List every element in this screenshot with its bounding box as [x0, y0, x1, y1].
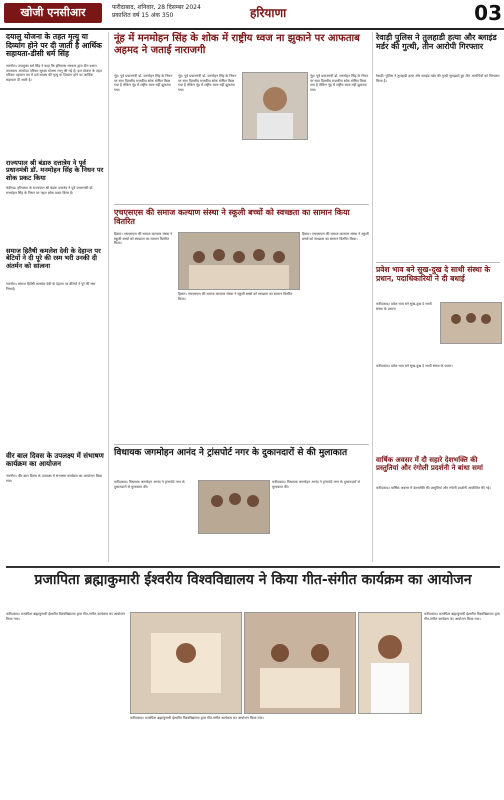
- article-main: नूंह। पूर्व प्रधानमंत्री डॉ. मनमोहन सिंह के निधन पर सात दिवसीय राजकीय शोक घोषित किया गया है लेकिन नूंह में राष्ट्रीय ध्वज नहीं झुकाया गया।: [114, 74, 173, 92]
- portrait-photo-icon: [359, 613, 421, 713]
- main-headline: नूंह में मनमोहन सिंह के शोक में राष्ट्रीय ध्वज ना झुकाने पर आफताब अहमद ने जताई नाराजगी: [114, 33, 360, 56]
- headline-rewari: रेवाड़ी पुलिस ने तुलहाडी हत्या और ब्लाइंड मर्डर की गुत्थी, तीन आरोपी गिरफ्तार: [376, 33, 497, 52]
- photo-pravesh: [440, 302, 502, 344]
- page-number: 03: [474, 1, 502, 25]
- group-photo-icon: [179, 233, 299, 289]
- article-jagmohan-col2: फरीदाबाद। विधायक जगमोहन आनंद ने ट्रांसपोर्ट नगर के दुकानदारों से मुलाकात की।: [272, 480, 360, 489]
- date-line-2: प्रकाशित वर्ष 15 अंक 350: [112, 12, 174, 19]
- article-hss-col3: हिसार। एचएसएस की समाज कल्याण संस्था ने स्कूली बच्चों को स्वच्छता का सामान वितरित किया।: [178, 292, 293, 301]
- article-kamlesh: नारनौल। समाज हितैषी कमलेश देवी के देहान्त पर बेटियों ने पूरे की रस्म निभाई।: [6, 282, 96, 291]
- article-main-col2: नूंह। पूर्व प्रधानमंत्री डॉ. मनमोहन सिंह के निधन पर सात दिवसीय राजकीय शोक घोषित किया गया है लेकिन नूंह में राष्ट्रीय ध्वज नहीं झुकाया गया।: [178, 74, 237, 92]
- section-title: हरियाणा: [250, 6, 287, 20]
- article-main-col3: नूंह। पूर्व प्रधानमंत्री डॉ. मनमोहन सिंह के निधन पर सात दिवसीय राजकीय शोक घोषित किया गया है लेकिन नूंह में राष्ट्रीय ध्वज नहीं झुकाया गया।: [310, 74, 369, 92]
- person-photo-icon: [243, 73, 307, 139]
- article-veer: नारनौल। वीर बाल दिवस के उपलक्ष्य में संभाषण कार्यक्रम का आयोजन किया गया।: [6, 474, 103, 483]
- article-dayalu: नारनौल। उपायुक्त धर्म सिंह ने कहा कि हरियाणा सरकार द्वारा दीन दयाल उपाध्याय अंत्योदय परिवार सुरक्षा योजना लागू की गई है। इस योजना के तहत परिवार पहचान पत्र में दर्ज सदस्य की मृत्यु या दिव्यांग होने पर आर्थिक सहायता दी जाती है।: [6, 64, 102, 82]
- article-jagmohan: फरीदाबाद। विधायक जगमोहन आनंद ने ट्रांसपोर्ट नगर के दुकानदारों से मुलाकात की।: [114, 480, 185, 489]
- article-brahma: फरीदाबाद। प्रजापिता ब्रह्माकुमारी ईश्वरीय विश्वविद्यालय द्वारा गीत-संगीत कार्यक्रम का आयोजन किया गया।: [6, 612, 125, 621]
- article-pravesh: फरीदाबाद। प्रवेश भाव बने सुख-दुख दे साथी संस्था के प्रधान।: [376, 302, 432, 311]
- headline-kamlesh: समाज हितैषी कमलेश देवी के देहान्त पर बेटियों ने दी पूरे की रस्म भरी उनकी दी अंतर्मन को सांत्वना: [6, 247, 101, 270]
- headline-hss: एचएसएस की समाज कल्याण संस्था ने स्कूली बच्चों को स्वच्छता का सामान किया वितरित: [114, 208, 350, 227]
- article-pravesh-col2: फरीदाबाद। प्रवेश भाव बने सुख-दुख दे साथी संस्था के प्रधान।: [376, 364, 453, 368]
- headline-annual: वार्षिक अवसर में दौ सहारे देशभक्ति की प्रस्तुतियां और रंगोली प्रदर्शनी ने बांधा समां: [376, 456, 483, 473]
- article-raj: चंडीगढ़। हरियाणा के राज्यपाल श्री बंडारु दत्तात्रेय ने पूर्व प्रधानमंत्री डॉ. मनमोहन सिंह के निधन पर गहरा शोक प्रकट किया है।: [6, 186, 94, 195]
- article-hss-col2: हिसार। एचएसएस की समाज कल्याण संस्था ने स्कूली बच्चों को स्वच्छता का सामान वितरित किया।: [302, 232, 369, 241]
- masthead: [0, 0, 504, 30]
- column-divider: [372, 32, 373, 562]
- banner-divider: [6, 566, 500, 568]
- headline-pravesh: प्रवेश भाव बने सुख-दुख दे साथी संस्था के प्रधान, पदाधिकारियों ने दी बधाई: [376, 265, 491, 283]
- event-photo-icon: [245, 613, 355, 713]
- headline-veer: वीर बाल दिवस के उपलक्ष्य में संभाषण कार्यक्रम का आयोजन: [6, 452, 104, 469]
- newspaper-logo: खोजी एनसीआर: [4, 3, 102, 23]
- event-photo-icon: [131, 613, 241, 713]
- article-annual: फरीदाबाद। वार्षिक अवसर में देशभक्ति की प्रस्तुतियां और रंगोली प्रदर्शनी आयोजित की गई।: [376, 486, 491, 490]
- article-hss: हिसार। एचएसएस की समाज कल्याण संस्था ने स्कूली बच्चों को स्वच्छता का सामान वितरित किया।: [114, 232, 173, 245]
- divider: [114, 444, 369, 445]
- column-divider: [108, 32, 109, 562]
- headline-dayalu: दयालु योजना के तहत मृत्यु या दिव्यांग होने पर दी जाती है आर्थिक सहायता-डीसी धर्म सिंह: [6, 32, 102, 59]
- group-photo-icon: [199, 481, 269, 533]
- photo-politician: [242, 72, 308, 140]
- photo-students: [178, 232, 300, 290]
- photo-brahma-2: [244, 612, 356, 714]
- article-brahma-col2: फरीदाबाद। प्रजापिता ब्रह्माकुमारी ईश्वरीय विश्वविद्यालय द्वारा गीत-संगीत कार्यक्रम का आयोजन किया गया।: [424, 612, 500, 621]
- article-rewari: रेवाड़ी। पुलिस ने तुलहाडी हत्या और ब्लाइंड मर्डर की गुत्थी सुलझाते हुए तीन आरोपियों को गिरफ्तार किया है।: [376, 74, 500, 83]
- date-line: फरीदाबाद, शनिवार, 28 दिसम्बर 2024: [112, 4, 201, 11]
- banner-headline: प्रजापिता ब्रह्माकुमारी ईश्वरीय विश्वविद्यालय ने किया गीत-संगीत कार्यक्रम का आयोजन: [34, 572, 472, 588]
- article-brahma-col3: फरीदाबाद। प्रजापिता ब्रह्माकुमारी ईश्वरीय विश्वविद्यालय द्वारा गीत-संगीत कार्यक्रम का आयोजन किया गया।: [130, 716, 264, 720]
- divider: [376, 262, 500, 263]
- headline-raj: राज्यपाल श्री बंडारु दत्तात्रेय ने पूर्व प्रधानमंत्री डॉ. मनमोहन सिंह के निधन पर शोक प्रकट किया: [6, 159, 104, 182]
- photo-brahma-1: [130, 612, 242, 714]
- photo-jagmohan: [198, 480, 270, 534]
- group-photo-icon: [441, 303, 501, 343]
- headline-jagmohan: विधायक जगमोहन आनंद ने ट्रांसपोर्ट नगर के दुकानदारों से की मुलाकात: [114, 448, 348, 458]
- photo-brahma-3: [358, 612, 422, 714]
- masthead-date: [112, 4, 242, 20]
- divider: [114, 204, 369, 205]
